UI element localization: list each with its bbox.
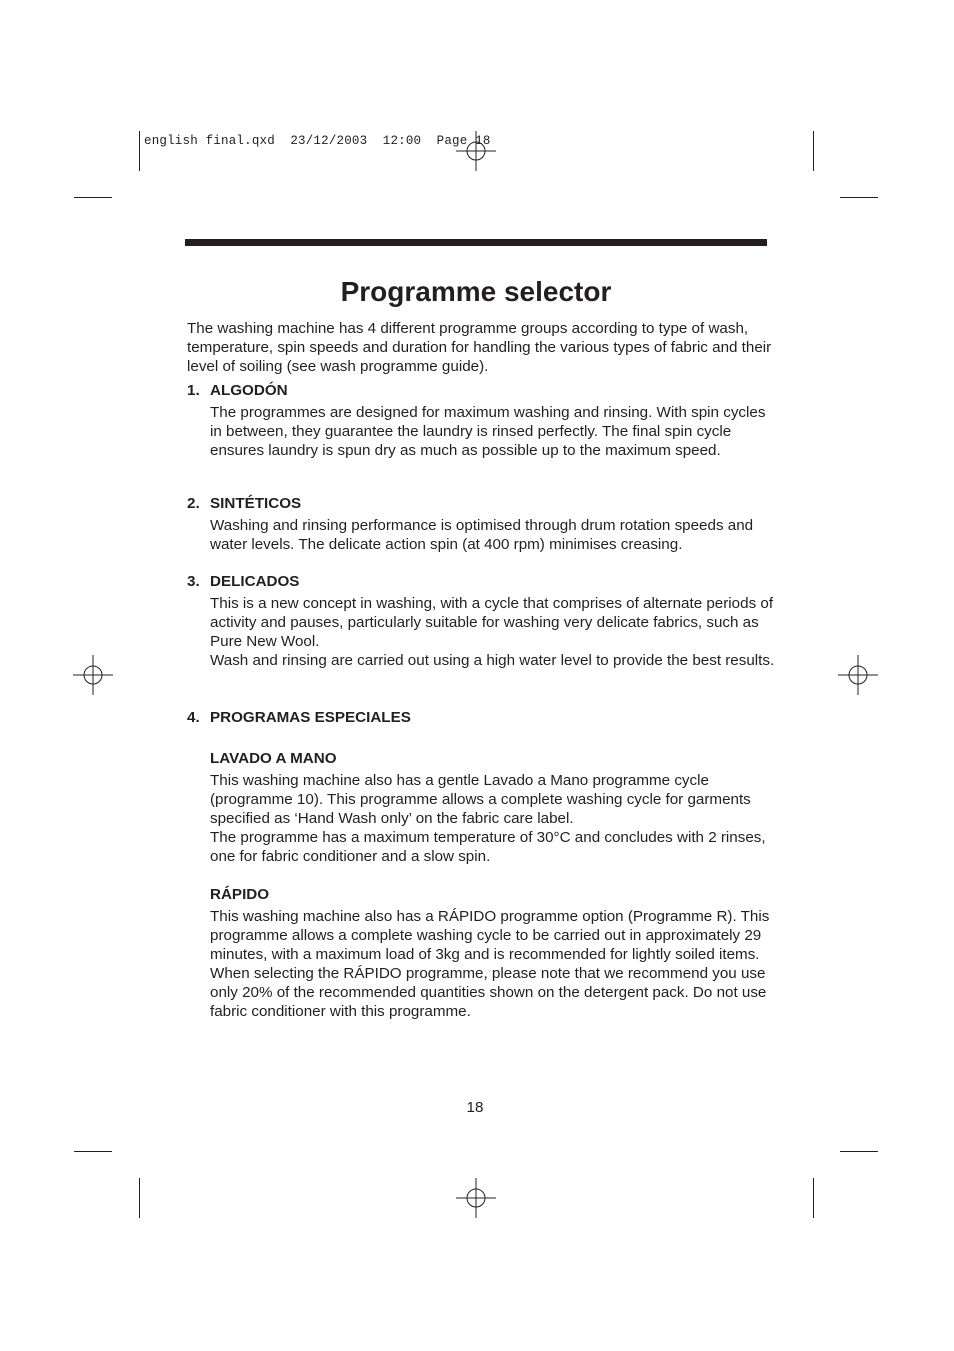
crop-mark-bottom-left-horizontal bbox=[74, 1151, 112, 1152]
subsection-paragraph: This washing machine also has a RÁPIDO programme option (Programme R). This programme allows a complete washing cycle to be carried out in approximately 29 minutes, with a maximum load of 3kg and is recommended for lightly soiled items. When selecting the RÁPIDO programme, please note that we recommend you use only 20% of the recommended quantities shown on the detergent pack. Do not use fabric conditioner with this programme. bbox=[210, 908, 770, 1020]
title-rule bbox=[185, 239, 767, 246]
section-number: 2. bbox=[187, 495, 200, 512]
section-title: PROGRAMAS ESPECIALES bbox=[210, 709, 411, 726]
intro-paragraph: The washing machine has 4 different programme groups according to type of wash, temperature, spin speeds and duration for handling the various types of fabric and their level of soiling (see wash programme guide). bbox=[187, 320, 772, 375]
intro-block bbox=[187, 319, 777, 379]
registration-mark-left bbox=[73, 655, 113, 695]
crop-mark-top-left-vertical bbox=[139, 131, 140, 171]
section-heading bbox=[187, 494, 777, 513]
subsection-rapido bbox=[210, 885, 780, 1021]
section-heading bbox=[187, 708, 777, 727]
subsection-lavado-a-mano bbox=[210, 749, 780, 866]
section-number: 4. bbox=[187, 709, 200, 726]
section-paragraph: Wash and rinsing are carried out using a high water level to provide the best results. bbox=[210, 652, 775, 669]
registration-mark-right bbox=[838, 655, 878, 695]
section-heading bbox=[187, 381, 777, 400]
page-title: Programme selector bbox=[340, 276, 612, 307]
subsection-paragraph: The programme has a maximum temperature of 30°C and concludes with 2 rinses, one for fabric conditioner and a slow spin. bbox=[210, 829, 766, 865]
section-paragraph: This is a new concept in washing, with a cycle that comprises of alternate periods of activity and pauses, particularly suitable for washing very delicate fabrics, such as Pure New Wool. bbox=[210, 595, 774, 650]
section-paragraph: Washing and rinsing performance is optimised through drum rotation speeds and water levels. The delicate action spin (at 400 rpm) minimises creasing. bbox=[210, 517, 754, 553]
subsection-heading: RÁPIDO bbox=[210, 886, 270, 903]
section-number: 3. bbox=[187, 573, 200, 590]
section-delicados bbox=[187, 572, 777, 670]
crop-mark-top-right-horizontal bbox=[840, 197, 878, 198]
section-number: 1. bbox=[187, 382, 200, 399]
print-slug: english final.qxd 23/12/2003 12:00 Page 18 bbox=[144, 134, 491, 148]
section-title: DELICADOS bbox=[210, 573, 300, 590]
section-body bbox=[187, 403, 777, 460]
page-number: 18 bbox=[466, 1099, 484, 1116]
section-programas-especiales bbox=[187, 708, 777, 730]
section-sinteticos bbox=[187, 494, 777, 554]
section-heading bbox=[187, 572, 777, 591]
section-title: SINTÉTICOS bbox=[210, 495, 302, 512]
crop-mark-bottom-right-horizontal bbox=[840, 1151, 878, 1152]
registration-mark-bottom bbox=[456, 1178, 496, 1218]
section-paragraph: The programmes are designed for maximum washing and rinsing. With spin cycles in between, they guarantee the laundry is rinsed perfectly. The final spin cycle ensures laundry is spun dry as much as possible up to the maximum speed. bbox=[210, 404, 766, 459]
registration-mark-top bbox=[456, 131, 496, 171]
subsection-paragraph: This washing machine also has a gentle Lavado a Mano programme cycle (programme 10). This programme allows a complete washing cycle for garments specified as ‘Hand Wash only’ on the fabric care label. bbox=[210, 772, 751, 827]
section-algodon bbox=[187, 381, 777, 460]
section-body bbox=[187, 516, 777, 554]
crop-mark-bottom-right-vertical bbox=[813, 1178, 814, 1218]
crop-mark-top-right-vertical bbox=[813, 131, 814, 171]
section-body bbox=[187, 594, 777, 670]
section-title: ALGODÓN bbox=[210, 382, 288, 399]
crop-mark-top-left-horizontal bbox=[74, 197, 112, 198]
subsection-heading: LAVADO A MANO bbox=[210, 750, 337, 767]
crop-mark-bottom-left-vertical bbox=[139, 1178, 140, 1218]
